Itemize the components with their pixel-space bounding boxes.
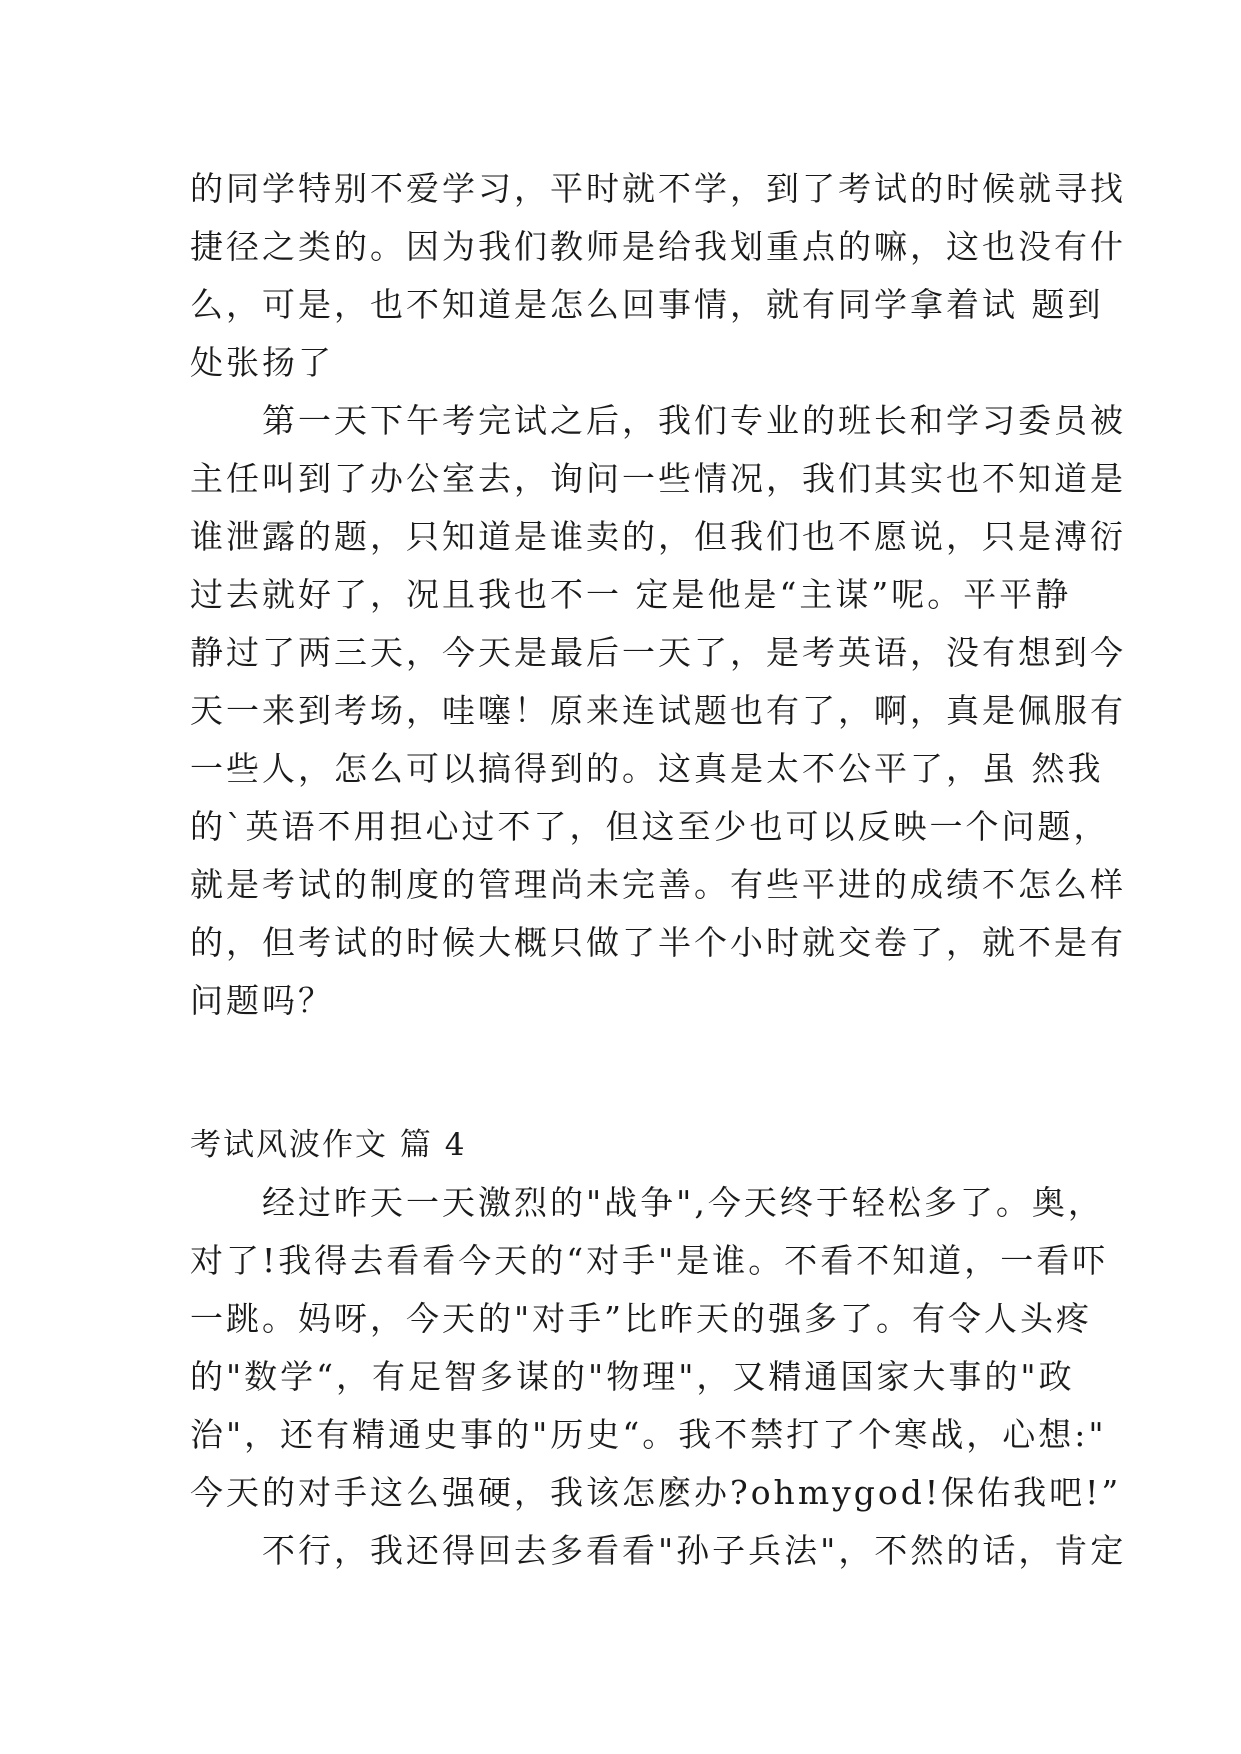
section-heading: 考试风波作文 篇 4 <box>190 1127 467 1163</box>
text-line-11: 一些人，怎么可以搞得到的。这真是太不公平了，虽 然我 <box>190 749 1104 788</box>
text-line-21: 今天的对手这么强硬，我该怎麽办?ohmygod!保佑我吧!” <box>190 1473 1122 1512</box>
text-line-14: 的，但考试的时候大概只做了半个小时就交卷了，就不是有 <box>190 923 1126 962</box>
text-line-18: 一跳。妈呀，今天的"对手”比昨天的强多了。有令人头疼 <box>190 1299 1093 1338</box>
text-line-22: 不行，我还得回去多看看"孙子兵法"，不然的话，肯定 <box>190 1531 1127 1570</box>
text-line-9: 静过了两三天，今天是最后一天了，是考英语，没有想到今 <box>190 633 1126 672</box>
text-line-10: 天一来到考场，哇噻！原来连试题也有了，啊，真是佩服有 <box>190 691 1126 730</box>
text-line-17: 对了!我得去看看今天的“对手"是谁。不看不知道，一看吓 <box>190 1241 1109 1280</box>
text-line-16: 经过昨天一天激烈的"战争",今天终于轻松多了。奥， <box>190 1183 1104 1222</box>
text-line-7: 谁泄露的题，只知道是谁卖的，但我们也不愿说，只是溥衍 <box>190 517 1126 556</box>
text-line-20: 治"，还有精通史事的"历史“。我不禁打了个寒战，心想:" <box>190 1415 1107 1454</box>
text-line-13: 就是考试的制度的管理尚未完善。有些平进的成绩不怎么样 <box>190 865 1126 904</box>
text-line-8: 过去就好了，况且我也不一 定是他是“主谋”呢。平平静 <box>190 575 1072 614</box>
text-line-2: 捷径之类的。因为我们教师是给我划重点的嘛，这也没有什 <box>190 227 1126 266</box>
text-line-5: 第一天下午考完试之后，我们专业的班长和学习委员被 <box>190 401 1126 440</box>
section-gap <box>190 1030 1055 1116</box>
text-line-1: 的同学特别不爱学习，平时就不学，到了考试的时候就寻找 <box>190 169 1126 208</box>
text-line-4: 处张扬了 <box>190 343 334 382</box>
text-line-12: 的`英语不用担心过不了，但这至少也可以反映一个问题， <box>190 807 1110 846</box>
document-page <box>190 160 1127 1580</box>
text-line-3: 么，可是，也不知道是怎么回事情，就有同学拿着试 题到 <box>190 285 1104 324</box>
text-line-19: 的"数学“，有足智多谋的"物理"，又精通国家大事的"政 <box>190 1357 1075 1396</box>
text-line-6: 主任叫到了办公室去，询问一些情况，我们其实也不知道是 <box>190 459 1126 498</box>
text-line-15: 问题吗？ <box>190 981 334 1020</box>
